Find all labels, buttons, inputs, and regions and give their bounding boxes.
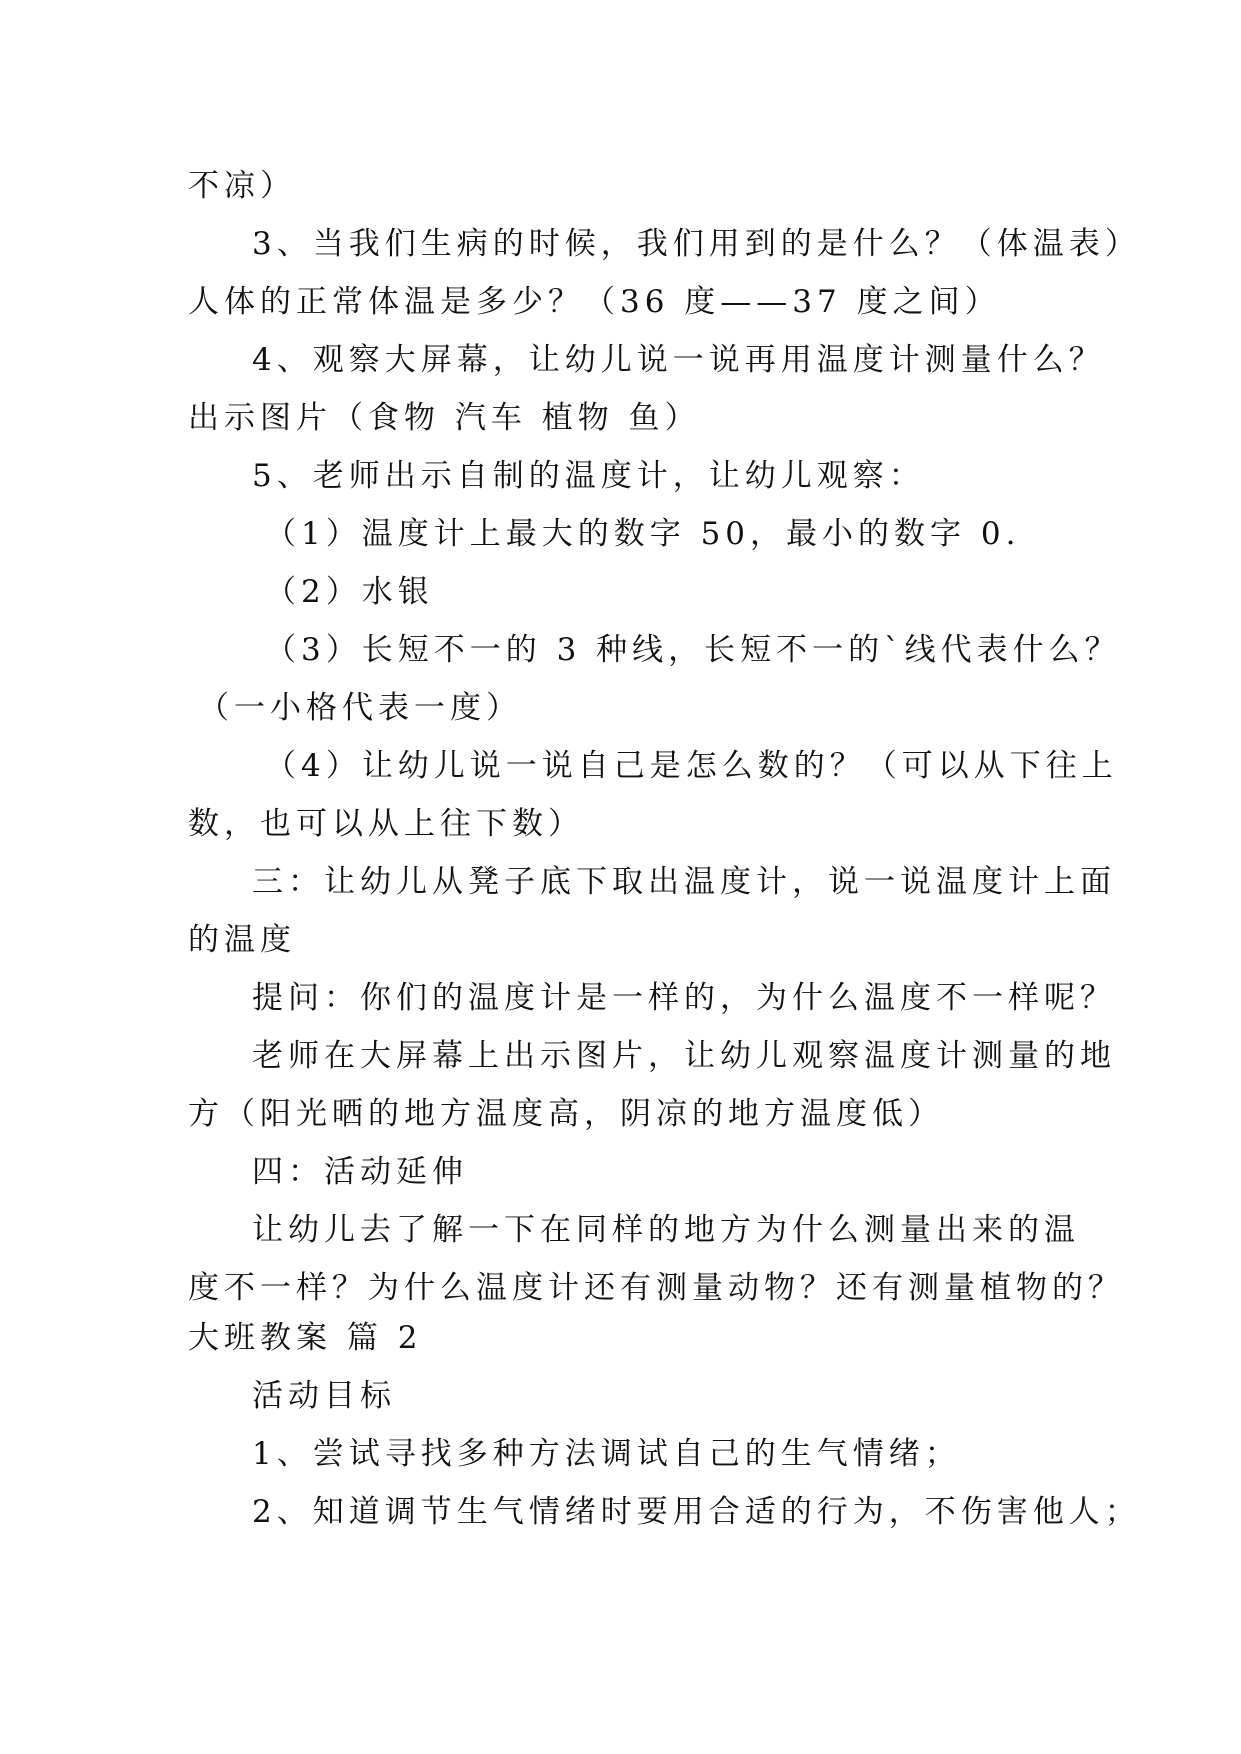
paragraph-line: 3、当我们生病的时候，我们用到的是什么？（体温表）: [252, 226, 1141, 262]
paragraph-line: 度不一样？为什么温度计还有测量动物？还有测量植物的？: [188, 1270, 1124, 1306]
paragraph-line: 人体的正常体温是多少？（36 度——37 度之间）: [188, 284, 1001, 320]
paragraph-line: 方（阳光晒的地方温度高，阴凉的地方温度低）: [188, 1096, 944, 1132]
paragraph-line: 的温度: [188, 922, 296, 958]
list-item: （1）温度计上最大的数字 50，最小的数字 0.: [265, 516, 1021, 552]
paragraph-line: 让幼儿去了解一下在同样的地方为什么测量出来的温: [252, 1212, 1080, 1248]
paragraph-line: 三：让幼儿从凳子底下取出温度计，说一说温度计上面: [252, 864, 1116, 900]
paragraph-line: 5、老师出示自制的温度计，让幼儿观察：: [252, 458, 925, 494]
paragraph-line: 不凉）: [188, 168, 296, 204]
section-heading: 活动目标: [252, 1378, 396, 1414]
paragraph-line: 老师在大屏幕上出示图片，让幼儿观察温度计测量的地: [252, 1038, 1116, 1074]
paragraph-line: 提问：你们的温度计是一样的，为什么温度不一样呢？: [252, 980, 1116, 1016]
section-title: 大班教案 篇 2: [188, 1320, 423, 1356]
paragraph-line: （一小格代表一度）: [198, 690, 522, 726]
list-item: （4）让幼儿说一说自己是怎么数的？（可以从下往上: [265, 748, 1118, 784]
paragraph-line: 出示图片（食物 汽车 植物 鱼）: [188, 400, 701, 436]
section-heading: 四：活动延伸: [252, 1154, 468, 1190]
list-item: 1、尝试寻找多种方法调试自己的生气情绪；: [252, 1436, 961, 1472]
paragraph-line: 4、观察大屏幕，让幼儿说一说再用温度计测量什么？: [252, 342, 1105, 378]
list-item: （3）长短不一的 3 种线，长短不一的`线代表什么？: [265, 632, 1121, 668]
list-item: （2）水银: [265, 574, 434, 610]
paragraph-line: 数，也可以从上往下数）: [188, 806, 584, 842]
list-item: 2、知道调节生气情绪时要用合适的行为，不伤害他人；: [252, 1494, 1141, 1530]
